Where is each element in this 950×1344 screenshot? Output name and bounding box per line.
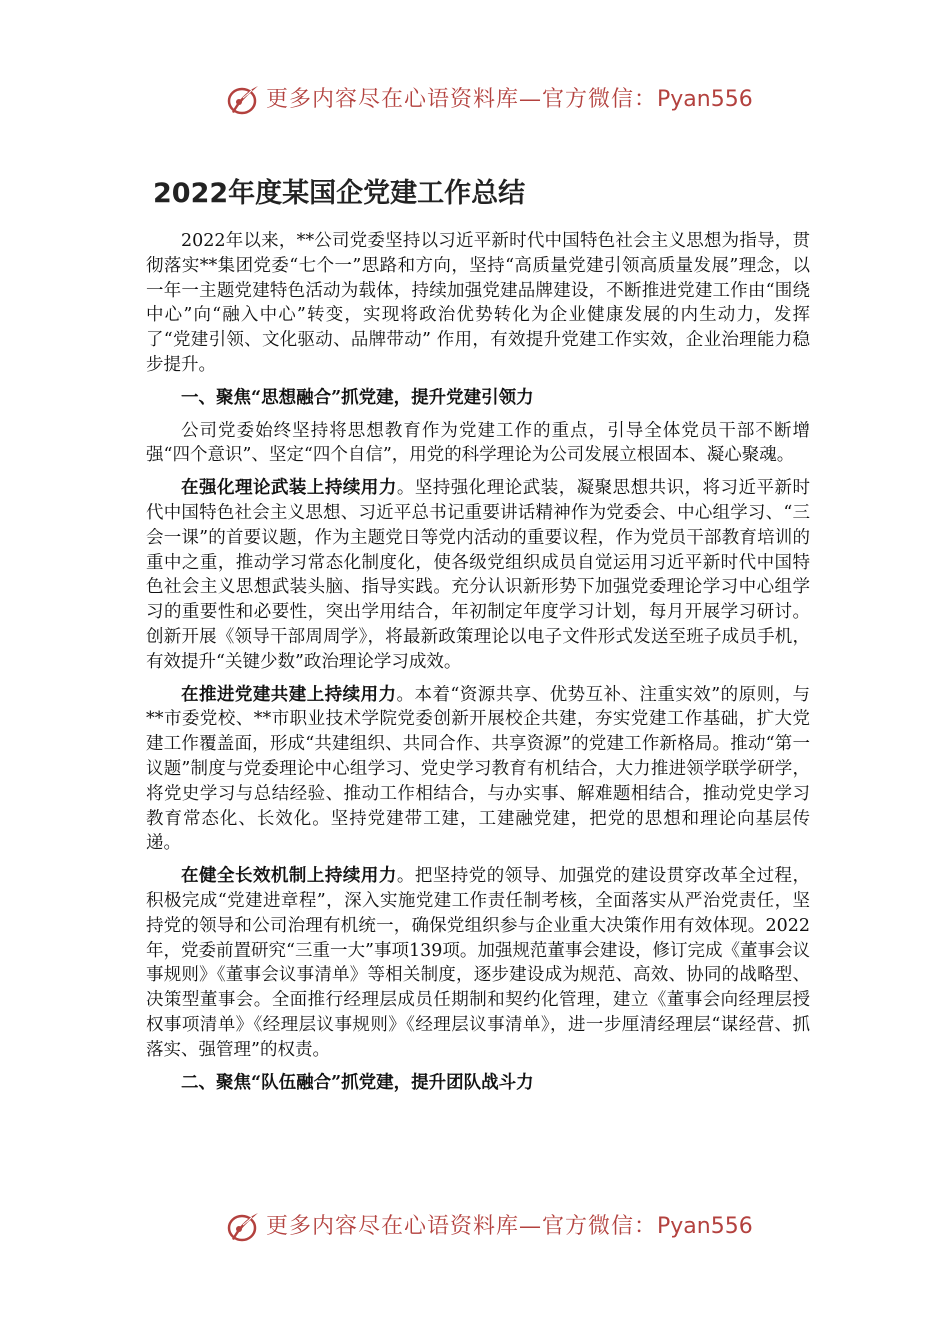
section-2-heading: 二、聚焦“队伍融合”抓党建，提升团队战斗力 — [181, 1072, 534, 1093]
section-1-summary: 公司党委始终坚持将思想教育作为党建工作的重点，引导全体党员干部不断增强“四个意识”、坚定“四个自信”，用党的科学理论为公司发展立根固本、凝心聚魂。 — [146, 420, 810, 466]
section-1-item-3 — [146, 864, 810, 1062]
intro-paragraph: 2022年以来，**公司党委坚持以习近平新时代中国特色社会主义思想为指导，贯彻落实**集团党委“七个一”思路和方向，坚持“高质量党建引领高质量发展”理念，以一年一主题党建特色活动为载体，持续加强党建品牌建设，不断推进党建工作由“围绕中心”向“融入中心”转变，实现将政治优势转化为企业健康发展的内生动力，发挥了“党建引领、文化驱动、品牌带动” 作用，有效提升党建工作实效，企业治理能力稳步提升。 — [146, 231, 810, 375]
wechat-id: Pyan556 — [657, 1214, 753, 1239]
item-lead: 在推进党建共建上持续用力 — [181, 684, 397, 705]
feather-pen-circle-icon — [225, 84, 261, 116]
banner-text: 更多内容尽在心语资料库—官方微信：Pyan556 — [266, 87, 753, 112]
footer-banner — [0, 1207, 950, 1247]
section-1-item-2 — [146, 683, 810, 857]
document-title: 2022年度某国企党建工作总结 — [153, 178, 526, 209]
section-1-item-1 — [146, 476, 810, 674]
section-1-heading: 一、聚焦“思想融合”抓党建，提升党建引领力 — [181, 387, 534, 408]
item-body: 。坚持强化理论武装，凝聚思想共识，将习近平新时代中国特色社会主义思想、习近平总书记重要讲话精神作为党委会、中心组学习、“三会一课”的首要议题，作为主题党日等党内活动的重要议程，作为党员干部教育培训的重中之重，推动学习常态化制度化，使各级党组织成员自觉运用习近平新时代中国特色社会主义思想武装头脑、指导实践。充分认识新形势下加强党委理论学习中心组学习的重要性和必要性，突出学用结合，年初制定年度学习计划，每月开展学习研讨。创新开展《领导干部周周学》，将最新政策理论以电子文件形式发送至班子成员手机，有效提升“关键少数”政治理论学习成效。 — [146, 478, 811, 672]
header-banner — [0, 80, 950, 120]
document-body — [146, 229, 810, 1103]
item-lead: 在健全长效机制上持续用力 — [181, 866, 397, 887]
feather-pen-circle-icon — [225, 1211, 261, 1243]
banner-text: 更多内容尽在心语资料库—官方微信：Pyan556 — [266, 1214, 753, 1239]
wechat-id: Pyan556 — [657, 87, 753, 112]
item-body: 。把坚持党的领导、加强党的建设贯穿改革全过程，积极完成“党建进章程”，深入实施党建工作责任制考核，全面落实从严治党责任，坚持党的领导和公司治理有机统一，确保党组织参与企业重大决策作用有效体现。2022年，党委前置研究“三重一大”事项139项。加强规范董事会建设，修订完成《董事会议事规则》《董事会议事清单》等相关制度，逐步建设成为规范、高效、协同的战略型、决策型董事会。全面推行经理层成员任期制和契约化管理，建立《董事会向经理层授权事项清单》《经理层议事规则》《经理层议事清单》，进一步厘清经理层“谋经营、抓落实、强管理”的权责。 — [146, 866, 811, 1060]
item-lead: 在强化理论武装上持续用力 — [181, 478, 397, 499]
item-body: 。本着“资源共享、优势互补、注重实效”的原则，与**市委党校、**市职业技术学院党委创新开展校企共建，夯实党建工作基础，扩大党建工作覆盖面，形成“共建组织、共同合作、共享资源”的党建工作新格局。推动“第一议题”制度与党委理论中心组学习、党史学习教育有机结合，大力推进领学联学研学，将党史学习与总结经验、推动工作相结合，与办实事、解难题相结合，推动党史学习教育常态化、长效化。坚持党建带工建，工建融党建，把党的思想和理论向基层传递。 — [146, 684, 810, 854]
